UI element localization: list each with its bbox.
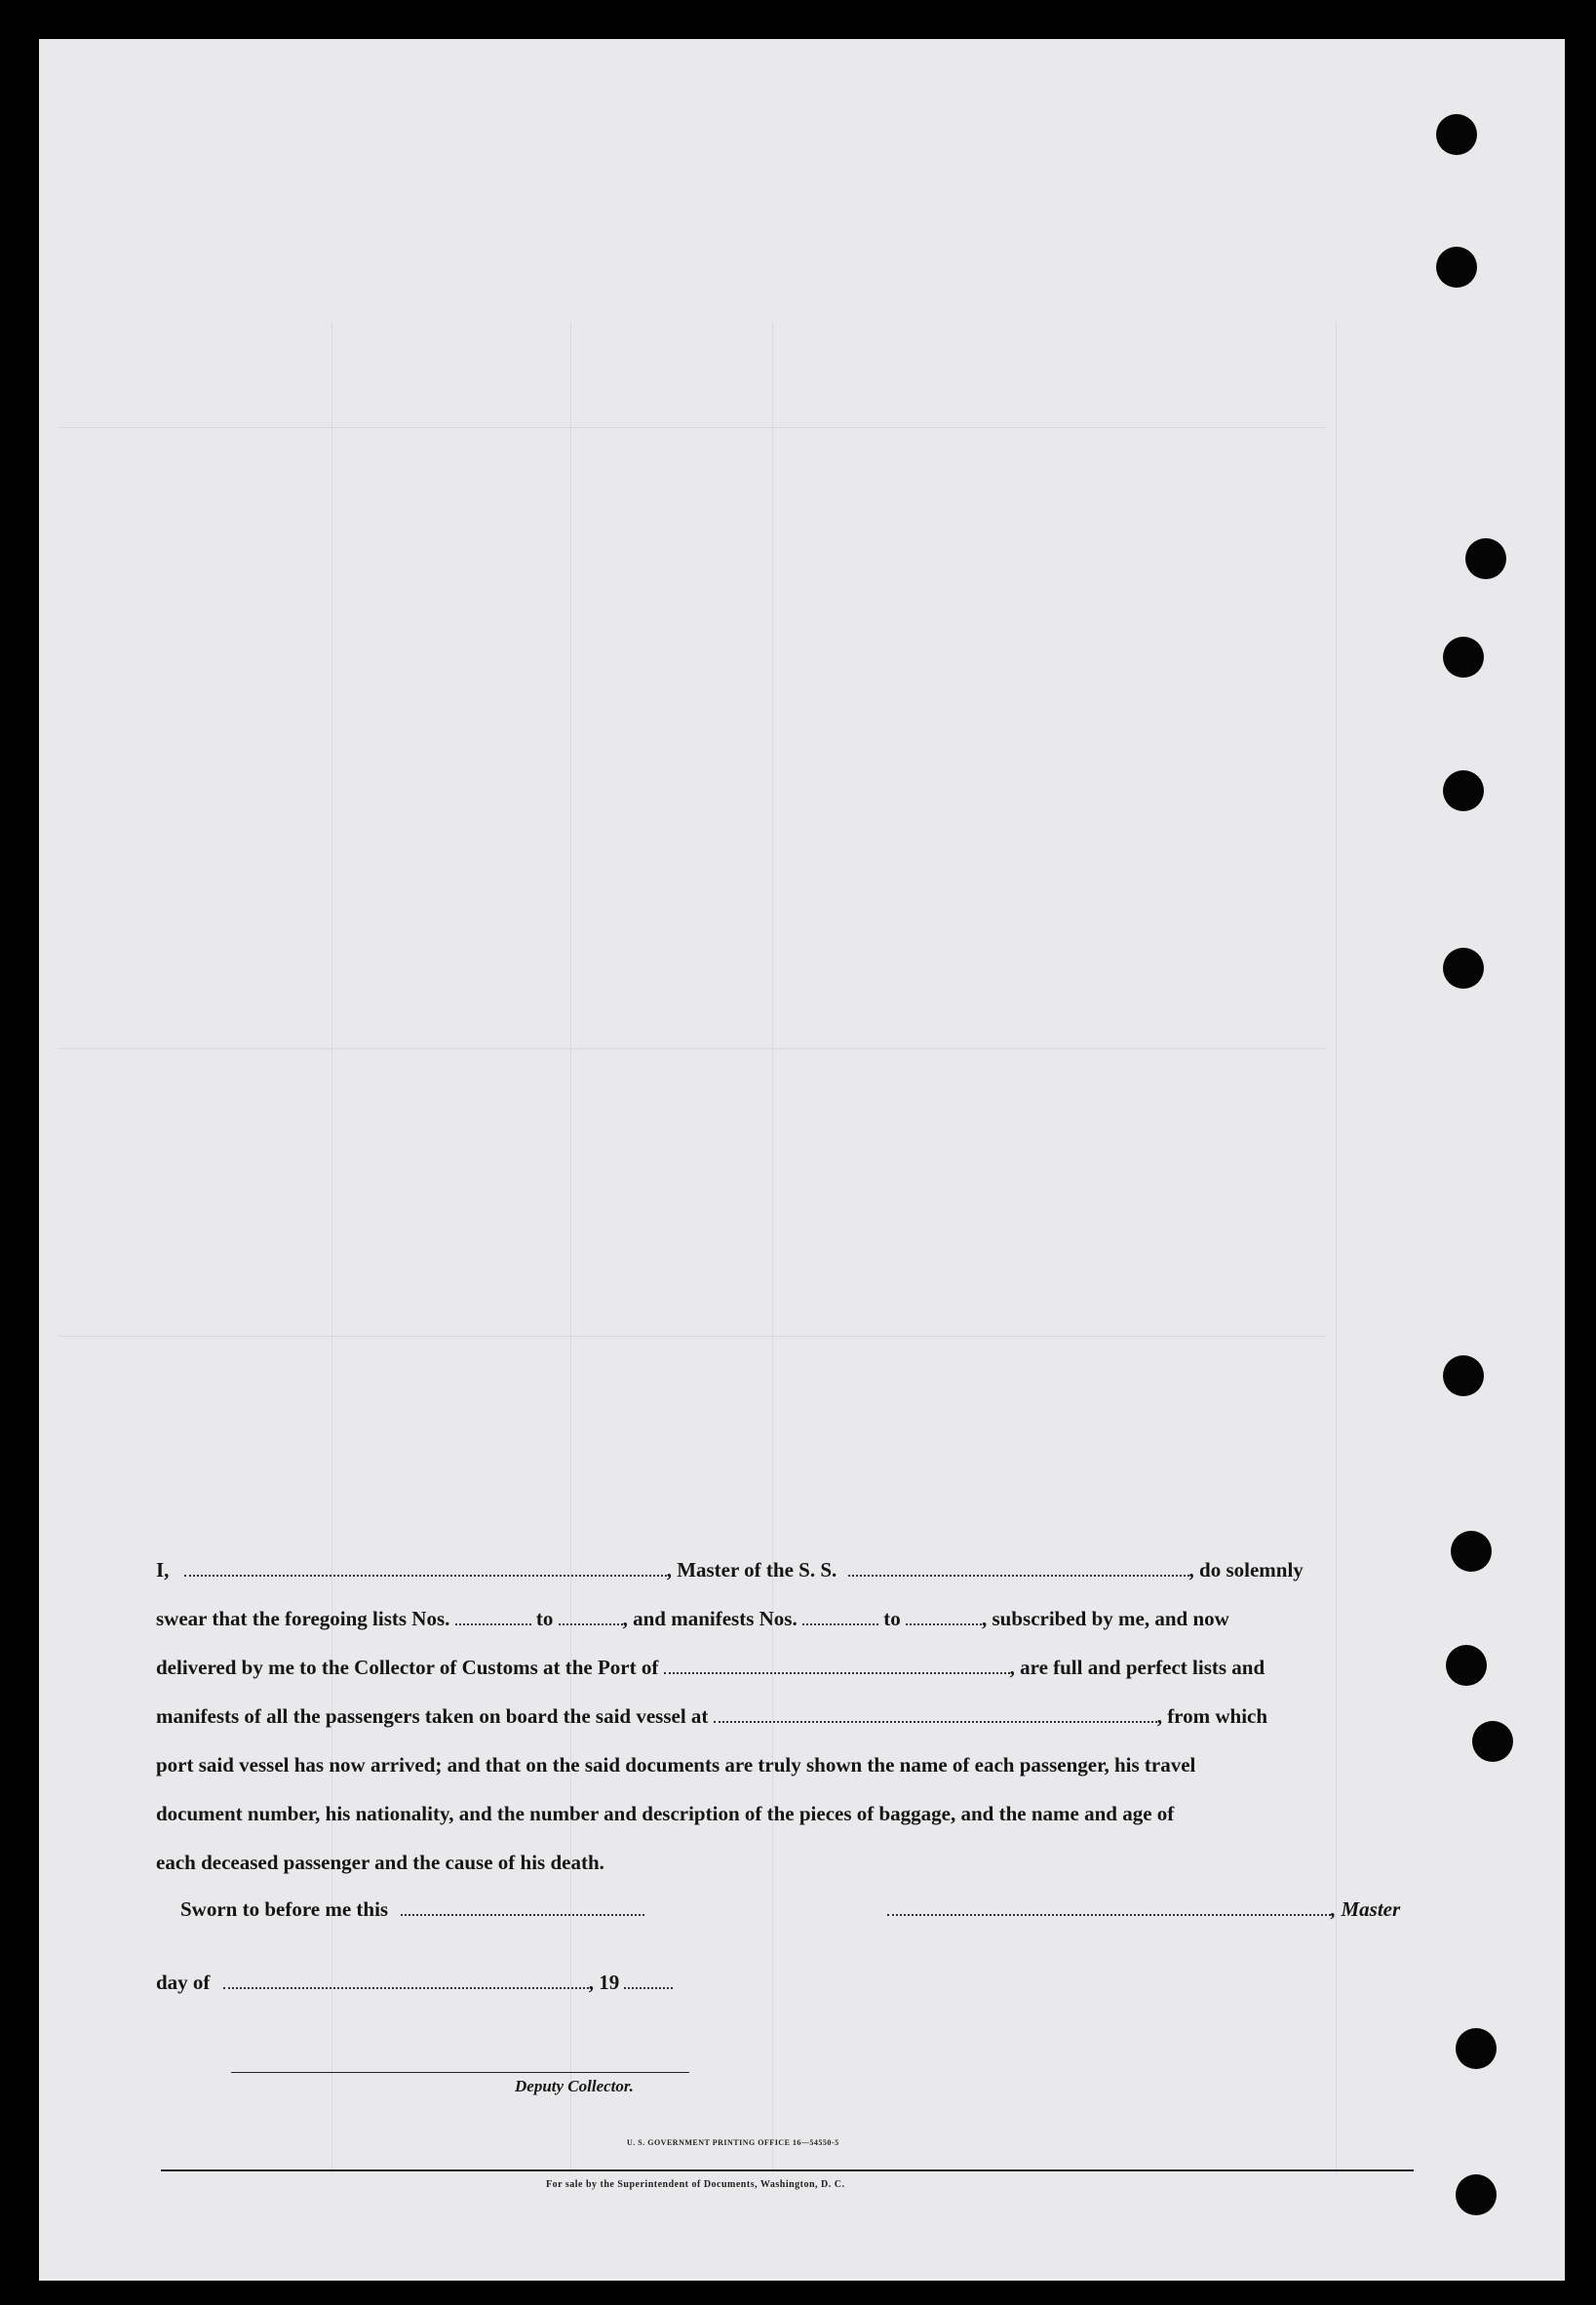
bleed-through-line [58,1336,1326,1337]
for-sale-note: For sale by the Superintendent of Documents, Washington, D. C. [546,2179,845,2190]
manifest-form-page [39,39,1565,2281]
year-field[interactable] [624,1970,673,1989]
oath-text: , from which [1156,1704,1268,1728]
oath-text: delivered by me to the Collector of Customs at the Port of [156,1656,659,1679]
master-title: , Master [1331,1897,1401,1921]
bleed-through-line [772,322,773,2174]
punch-hole [1465,538,1506,579]
punch-hole [1443,770,1484,811]
punch-hole [1436,247,1477,288]
master-oath-paragraph [156,1545,1453,1887]
master-signature-field[interactable] [887,1896,1331,1916]
sworn-text: Sworn to before me this [180,1897,389,1921]
master-name-field[interactable] [184,1557,667,1577]
manifest-to-field[interactable] [906,1606,982,1625]
year-prefix: , 19 [588,1971,620,1994]
list-to-field[interactable] [559,1606,623,1625]
oath-line-2 [156,1594,1453,1643]
oath-text: , are full and perfect lists and [1009,1656,1265,1679]
deputy-collector-label: Deputy Collector. [515,2077,634,2095]
punch-hole [1443,1355,1484,1396]
sworn-label [180,1896,644,1922]
day-of-text: day of [156,1971,211,1994]
punch-hole [1456,2174,1497,2215]
oath-text: port said vessel has now arrived; and that on the said documents are truly shown the name of each passenger, his travel [156,1753,1196,1777]
punch-hole [1443,948,1484,989]
manifest-from-field[interactable] [802,1606,878,1625]
printing-office-note: U. S. GOVERNMENT PRINTING OFFICE 16—54550-5 [627,2138,839,2147]
oath-text: to [883,1607,901,1630]
vessel-name-field[interactable] [848,1557,1189,1577]
oath-line-5 [156,1740,1453,1789]
list-from-field[interactable] [455,1606,531,1625]
punch-hole [1443,637,1484,678]
port-field[interactable] [664,1655,1010,1674]
oath-line-3 [156,1643,1453,1692]
oath-line-6 [156,1789,1453,1838]
oath-line-4 [156,1692,1453,1740]
deputy-signature-rule [231,2072,689,2073]
punch-hole [1436,114,1477,155]
day-of-line [156,1970,673,1995]
oath-text: , subscribed by me, and now [981,1607,1229,1630]
punch-hole [1451,1531,1492,1572]
embarkation-port-field[interactable] [714,1703,1157,1723]
punch-hole [1456,2028,1497,2069]
oath-line-1 [156,1545,1453,1594]
oath-text: document number, his nationality, and the number and description of the pieces of baggage, and the name and age of [156,1802,1175,1825]
oath-text: , do solemnly [1188,1558,1304,1582]
footer-rule [161,2169,1414,2171]
punch-hole [1446,1645,1487,1686]
month-field[interactable] [223,1970,589,1989]
bleed-through-line [58,427,1326,428]
oath-text: , Master of the S. S. [666,1558,837,1582]
oath-text: to [535,1607,554,1630]
punch-hole [1472,1721,1513,1762]
bleed-through-line [58,1048,1326,1049]
oath-line-7 [156,1838,1453,1887]
master-signature-line [887,1896,1400,1922]
sworn-day-field[interactable] [401,1896,644,1916]
oath-text: swear that the foregoing lists Nos. [156,1607,450,1630]
oath-text: manifests of all the passengers taken on board the said vessel at [156,1704,709,1728]
oath-text: , and manifests Nos. [622,1607,798,1630]
oath-text: I, [156,1558,170,1582]
oath-text: each deceased passenger and the cause of his death. [156,1851,604,1874]
